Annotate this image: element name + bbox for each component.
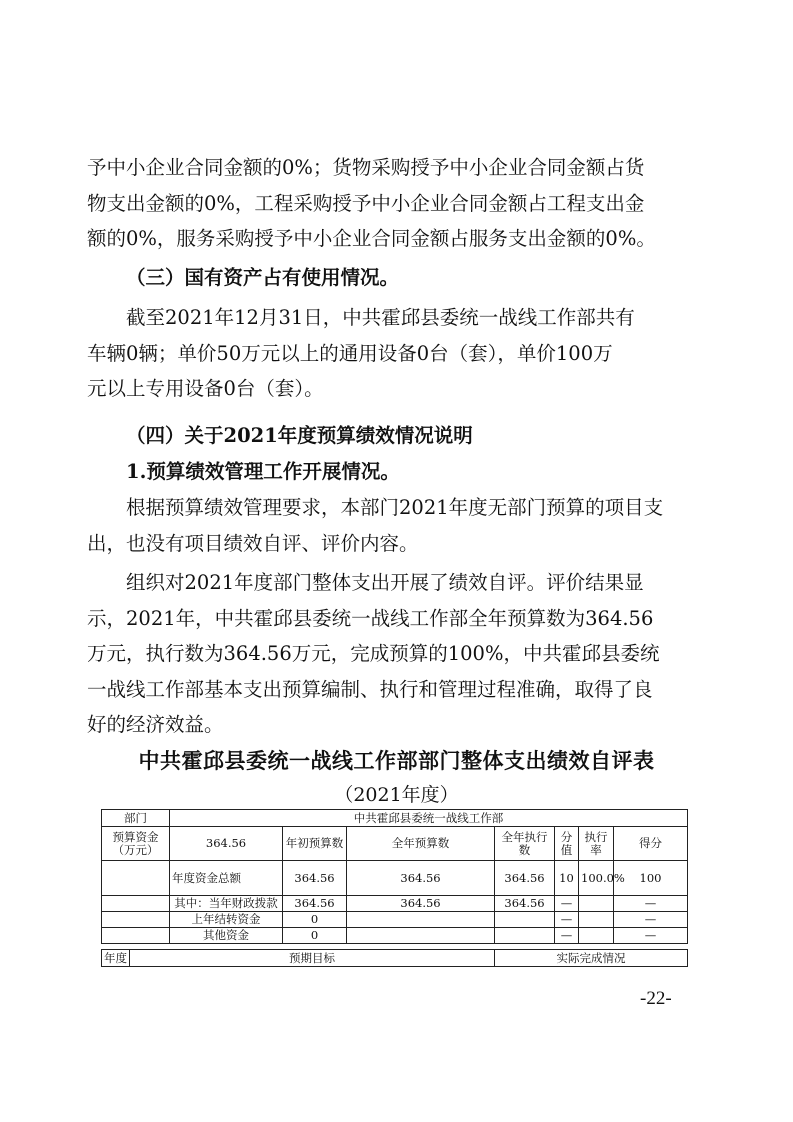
text-line: 元以上专用设备0台（套）。 bbox=[87, 377, 324, 400]
text-line: 一战线工作部基本支出预算编制、执行和管理过程准确，取得了良 bbox=[87, 677, 653, 701]
empty-cell bbox=[579, 912, 614, 928]
cell-initial: 0 bbox=[283, 912, 347, 928]
year-label: 年度 bbox=[102, 950, 130, 967]
paragraph-management bbox=[87, 490, 699, 561]
header-executed: 全年执行数 bbox=[495, 827, 555, 861]
cell-full: 364.56 bbox=[347, 896, 495, 912]
paragraph-sme-contracts bbox=[87, 150, 699, 257]
performance-table bbox=[101, 809, 688, 944]
text-line: 组织对2021年度部门整体支出开展了绩效自评。评价结果显 bbox=[126, 571, 644, 594]
section-heading-performance: （四）关于2021年度预算绩效情况说明 bbox=[126, 424, 473, 447]
page-number: -22- bbox=[640, 988, 672, 1009]
paragraph-assets bbox=[87, 300, 699, 407]
table-subtitle: （2021年度） bbox=[334, 784, 459, 806]
cell-initial: 364.56 bbox=[283, 896, 347, 912]
text-line: 车辆0辆；单价50万元以上的通用设备0台（套），单价100万 bbox=[87, 341, 613, 365]
header-full-budget: 全年预算数 bbox=[347, 827, 495, 861]
dept-label: 部门 bbox=[102, 810, 170, 827]
cell-rate: 100.0% bbox=[579, 861, 614, 896]
cell-score: — bbox=[614, 912, 688, 928]
row-label: 上年结转资金 bbox=[170, 912, 283, 928]
cell-score: — bbox=[614, 928, 688, 944]
empty-cell bbox=[495, 912, 555, 928]
subsection-heading-management: 1.预算绩效管理工作开展情况。 bbox=[126, 460, 400, 483]
cell-full: 364.56 bbox=[347, 861, 495, 896]
row-label: 其他资金 bbox=[170, 928, 283, 944]
header-initial-budget: 年初预算数 bbox=[283, 827, 347, 861]
cell-score-value: — bbox=[555, 928, 579, 944]
text-line: 予中小企业合同金额的0%；货物采购授予中小企业合同金额占货 bbox=[87, 156, 645, 179]
goal-label: 预期目标 bbox=[130, 950, 495, 967]
empty-cell bbox=[347, 912, 495, 928]
empty-cell bbox=[495, 928, 555, 944]
budget-label: 预算资金（万元） bbox=[102, 827, 170, 861]
header-score-value: 分值 bbox=[555, 827, 579, 861]
table-row bbox=[102, 896, 688, 912]
budget-value: 364.56 bbox=[170, 827, 283, 861]
row-label: 年度资金总额 bbox=[170, 861, 283, 896]
table-title: 中共霍邱县委统一战线工作部部门整体支出绩效自评表 bbox=[138, 748, 655, 773]
goals-table bbox=[101, 949, 688, 967]
empty-cell bbox=[579, 896, 614, 912]
text-line: 出，也没有项目绩效自评、评价内容。 bbox=[87, 531, 419, 555]
cell-initial: 364.56 bbox=[283, 861, 347, 896]
text-line: 截至2021年12月31日，中共霍邱县委统一战线工作部共有 bbox=[126, 306, 635, 329]
text-line: 额的0%，服务采购授予中小企业合同金额占服务支出金额的0%。 bbox=[87, 227, 656, 250]
cell-score: — bbox=[614, 896, 688, 912]
empty-cell bbox=[102, 896, 170, 912]
header-exec-rate: 执行率 bbox=[579, 827, 614, 861]
cell-initial: 0 bbox=[283, 928, 347, 944]
empty-cell bbox=[579, 928, 614, 944]
empty-cell bbox=[102, 861, 170, 896]
header-score: 得分 bbox=[614, 827, 688, 861]
text-line: 根据预算绩效管理要求，本部门2021年度无部门预算的项目支 bbox=[126, 496, 664, 519]
empty-cell bbox=[347, 928, 495, 944]
table-row bbox=[102, 810, 688, 827]
empty-cell bbox=[102, 912, 170, 928]
cell-score-value: 10 bbox=[555, 861, 579, 896]
table-row bbox=[102, 912, 688, 928]
text-line: 好的经济效益。 bbox=[87, 713, 224, 736]
actual-label: 实际完成情况 bbox=[495, 950, 688, 967]
text-line: 示，2021年，中共霍邱县委统一战线工作部全年预算数为364.56 bbox=[87, 606, 654, 630]
empty-cell bbox=[102, 928, 170, 944]
cell-score-value: — bbox=[555, 896, 579, 912]
cell-exec: 364.56 bbox=[495, 861, 555, 896]
paragraph-evaluation bbox=[87, 565, 699, 743]
text-line: 万元，执行数为364.56万元，完成预算的100%，中共霍邱县委统 bbox=[87, 642, 660, 665]
cell-score-value: — bbox=[555, 912, 579, 928]
cell-exec: 364.56 bbox=[495, 896, 555, 912]
text-line: 物支出金额的0%，工程采购授予中小企业合同金额占工程支出金 bbox=[87, 191, 645, 215]
table-row bbox=[102, 827, 688, 861]
table-row bbox=[102, 950, 688, 967]
cell-score: 100 bbox=[614, 861, 688, 896]
row-label: 其中：当年财政拨款 bbox=[170, 896, 283, 912]
dept-value: 中共霍邱县委统一战线工作部 bbox=[170, 810, 688, 827]
table-row bbox=[102, 861, 688, 896]
table-row bbox=[102, 928, 688, 944]
section-heading-assets: （三）国有资产占有使用情况。 bbox=[126, 266, 400, 289]
